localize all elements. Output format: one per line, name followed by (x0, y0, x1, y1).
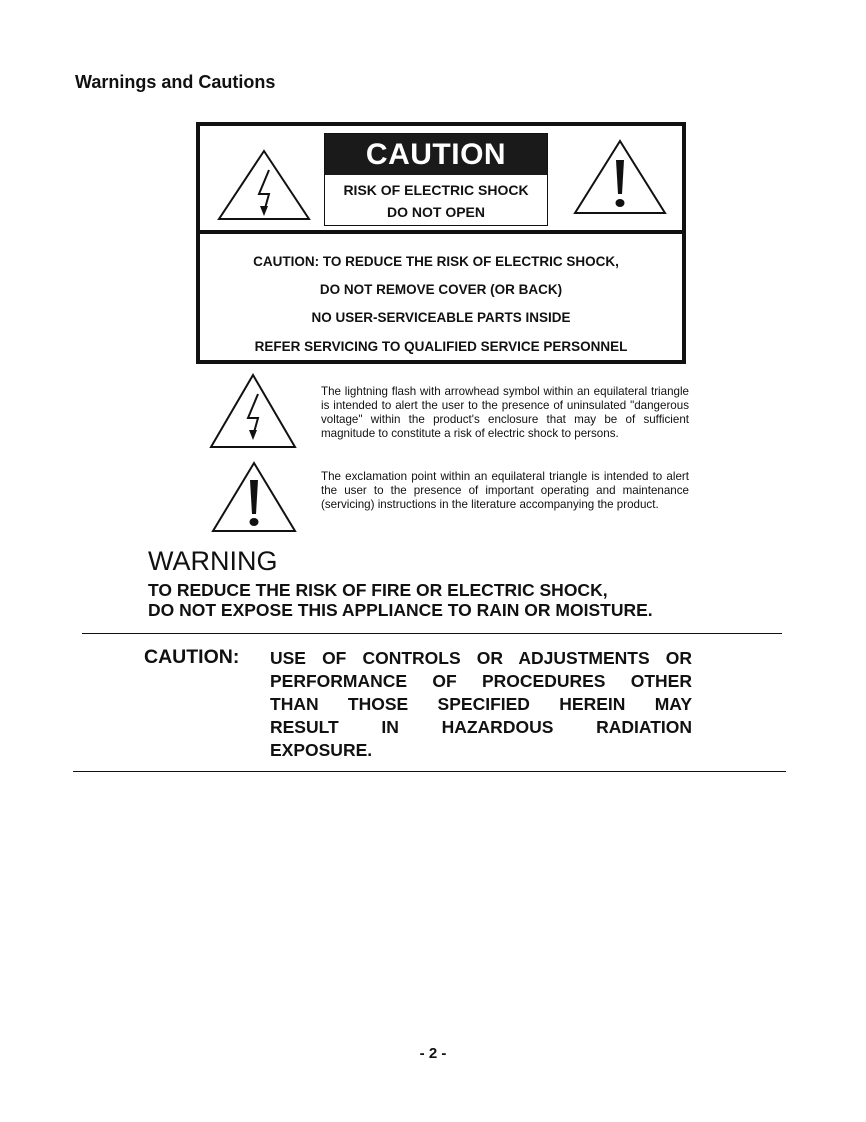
caution-label-heading: CAUTION (325, 134, 547, 175)
laser-caution-line-3: THAN THOSE SPECIFIED HEREIN MAY (270, 694, 692, 714)
lightning-symbol-description: The lightning flash with arrowhead symbol within an equilateral triangle is intended to alert the user to the presence of uninsulated "dangerous voltage" within the product's enclosure that may be of sufficient magnitude to constitute a risk of electric shock to persons. (321, 385, 689, 440)
lightning-symbol-icon (208, 372, 298, 450)
lightning-triangle-icon (216, 148, 312, 222)
section-title: Warnings and Cautions (75, 72, 276, 92)
laser-caution-label: CAUTION: (144, 646, 240, 668)
caution-label-line-2: DO NOT OPEN (386, 204, 485, 220)
exclamation-triangle-icon (572, 138, 668, 216)
laser-caution-line-2: PERFORMANCE OF PROCEDURES OTHER (270, 671, 692, 691)
divider-rule-top (82, 633, 782, 634)
caution-label-line-1: RISK OF ELECTRIC SHOCK (343, 182, 529, 198)
laser-caution-line-4: RESULT IN HAZARDOUS RADIATION (270, 717, 692, 737)
caution-box-line-2: DO NOT REMOVE COVER (OR BACK) (319, 282, 563, 297)
warning-line-2: DO NOT EXPOSE THIS APPLIANCE TO RAIN OR MOISTURE. (148, 600, 653, 620)
warning-line-1: TO REDUCE THE RISK OF FIRE OR ELECTRIC SHOCK, (148, 580, 608, 600)
caution-box-line-1: CAUTION: TO REDUCE THE RISK OF ELECTRIC SHOCK, (253, 254, 619, 269)
caution-box-line-4: REFER SERVICING TO QUALIFIED SERVICE PERSONNEL (254, 339, 628, 354)
page-number: - 2 - (419, 1045, 447, 1062)
laser-caution-line-5: EXPOSURE. (270, 740, 373, 760)
exclamation-symbol-description: The exclamation point within an equilateral triangle is intended to alert the user to the presence of important operating and maintenance (servicing) instructions in the literature accompanying the product. (321, 470, 689, 511)
laser-caution-line-1: USE OF CONTROLS OR ADJUSTMENTS OR (270, 648, 692, 668)
exclamation-symbol-icon (210, 460, 298, 534)
caution-box-line-3: NO USER-SERVICEABLE PARTS INSIDE (311, 310, 571, 325)
caution-label-plate (324, 133, 548, 226)
caution-label-box (196, 122, 686, 364)
warning-heading: WARNING (148, 546, 278, 576)
box-divider (200, 230, 682, 234)
divider-rule-bottom (73, 771, 786, 772)
